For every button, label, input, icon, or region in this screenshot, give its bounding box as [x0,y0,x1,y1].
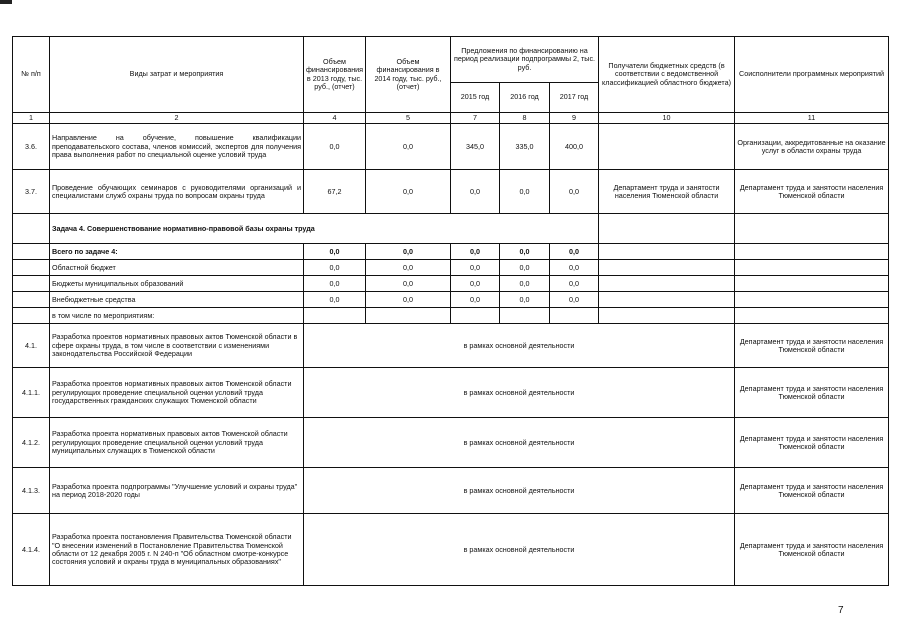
table-row [13,244,889,260]
task-heading: Задача 4. Совершенствование нормативно-правовой базы охраны труда [50,214,599,244]
header-2015: 2015 год [451,83,500,113]
col-number: 8 [500,113,550,124]
value-2013: 0,0 [304,244,366,260]
merged-note: в рамках основной деятельности [304,418,735,468]
col-number: 4 [304,113,366,124]
row-number: 3.7. [13,170,50,214]
value-2017: 400,0 [550,124,599,170]
row-text: Разработка проектов нормативных правовых актов Тюменской области регулирующих проведение специальной оценки условий труда государственных гражданских служащих Тюменской области [50,368,304,418]
col-number: 7 [451,113,500,124]
header-2017: 2017 год [550,83,599,113]
coexecutor: Департамент труда и занятости населения Тюменской области [735,514,889,586]
value-2014: 0,0 [366,276,451,292]
row-number: 4.1.2. [13,418,50,468]
value-2013: 0,0 [304,124,366,170]
row-text: в том числе по мероприятиям: [50,308,304,324]
row-text: Разработка проектов нормативных правовых актов Тюменской области в сфере охраны труда, в том числе в соответствии с изменениями законодательства Российской Федерации [50,324,304,368]
value-2015: 0,0 [451,292,500,308]
header-recipients: Получатели бюджетных средств (в соответствии с ведомственной классификацией областного бюджета) [599,37,735,113]
merged-note: в рамках основной деятельности [304,368,735,418]
row-number: 3.6. [13,124,50,170]
merged-note: в рамках основной деятельности [304,324,735,368]
header-coexec: Соисполнители программных мероприятий [735,37,889,113]
task-heading-row [13,214,889,244]
col-number: 9 [550,113,599,124]
recipient [599,124,735,170]
header-vol2013: Объем финансирования в 2013 году, тыс. руб., (отчет) [304,37,366,113]
value-2015: 0,0 [451,244,500,260]
value-2016: 0,0 [500,260,550,276]
page-number: 7 [838,605,844,616]
row-text: Разработка проекта постановления Правительства Тюменской области "О внесении изменений в Постановление Правительства Тюменской области от 12 декабря 2005 г. N 240-п "Об областном смотре-конкурсе состояния условий и охраны труда в муниципальных образованиях" [50,514,304,586]
value-2013: 67,2 [304,170,366,214]
value-2016: 0,0 [500,244,550,260]
value-2017: 0,0 [550,260,599,276]
value-2014: 0,0 [366,170,451,214]
header-num: № п/п [13,37,50,113]
coexecutor: Департамент труда и занятости населения Тюменской области [735,418,889,468]
table-row [13,514,889,586]
header-kinds: Виды затрат и мероприятия [50,37,304,113]
row-text: Разработка проекта подпрограммы "Улучшение условий и охраны труда" на период 2018-2020 годы [50,468,304,514]
value-2013: 0,0 [304,276,366,292]
recipient: Департамент труда и занятости населения Тюменской области [599,170,735,214]
col-number: 5 [366,113,451,124]
table-row [13,260,889,276]
value-2014: 0,0 [366,244,451,260]
table-row [13,468,889,514]
coexecutor: Организации, аккредитованные на оказание услуг в области охраны труда [735,124,889,170]
coexecutor: Департамент труда и занятости населения Тюменской области [735,468,889,514]
row-text: Внебюджетные средства [50,292,304,308]
table-row [13,124,889,170]
recipient [599,214,735,244]
value-2015: 0,0 [451,170,500,214]
coexecutor: Департамент труда и занятости населения Тюменской области [735,324,889,368]
row-number: 4.1.3. [13,468,50,514]
row-text: Областной бюджет [50,260,304,276]
col-number: 2 [50,113,304,124]
row-number: 4.1.4. [13,514,50,586]
value-2014: 0,0 [366,260,451,276]
table-row [13,418,889,468]
table-row [13,308,889,324]
value-2016: 0,0 [500,292,550,308]
merged-note: в рамках основной деятельности [304,468,735,514]
value-2016: 0,0 [500,276,550,292]
coexecutor [735,214,889,244]
row-text: Всего по задаче 4: [50,244,304,260]
coexecutor: Департамент труда и занятости населения Тюменской области [735,170,889,214]
coexecutor: Департамент труда и занятости населения Тюменской области [735,368,889,418]
header-row [13,37,889,83]
row-number: 4.1.1. [13,368,50,418]
row-number [13,214,50,244]
col-number: 11 [735,113,889,124]
value-2017: 0,0 [550,170,599,214]
value-2014: 0,0 [366,124,451,170]
merged-note: в рамках основной деятельности [304,514,735,586]
value-2015: 345,0 [451,124,500,170]
table-row [13,276,889,292]
value-2016: 335,0 [500,124,550,170]
table-row [13,170,889,214]
row-text: Проведение обучающих семинаров с руководителями организаций и специалистами служб охраны труда по вопросам охраны труда [50,170,304,214]
table-row [13,368,889,418]
value-2017: 0,0 [550,276,599,292]
value-2017: 0,0 [550,292,599,308]
value-2015: 0,0 [451,276,500,292]
table-row [13,292,889,308]
value-2016: 0,0 [500,170,550,214]
value-2015: 0,0 [451,260,500,276]
header-vol2014: Объем финансирования в 2014 году, тыс. руб., (отчет) [366,37,451,113]
scan-edge-mark [0,0,12,4]
financing-table [12,36,889,586]
table-row [13,324,889,368]
row-text: Направление на обучение, повышение квалификации преподавательского состава, членов комиссий, экспертов для получения права выполнения работ по специальной оценке условий труда [50,124,304,170]
col-number: 10 [599,113,735,124]
value-2013: 0,0 [304,260,366,276]
header-proposals: Предложения по финансированию на период реализации подпрограммы 2, тыс. руб. [451,37,599,83]
value-2017: 0,0 [550,244,599,260]
header-2016: 2016 год [500,83,550,113]
row-number: 4.1. [13,324,50,368]
row-text: Бюджеты муниципальных образований [50,276,304,292]
column-numbers-row [13,113,889,124]
value-2014: 0,0 [366,292,451,308]
value-2013: 0,0 [304,292,366,308]
row-text: Разработка проекта нормативных правовых актов Тюменской области регулирующих проведение специальной оценки условий труда муниципальных служащих в Тюменской области [50,418,304,468]
col-number: 1 [13,113,50,124]
